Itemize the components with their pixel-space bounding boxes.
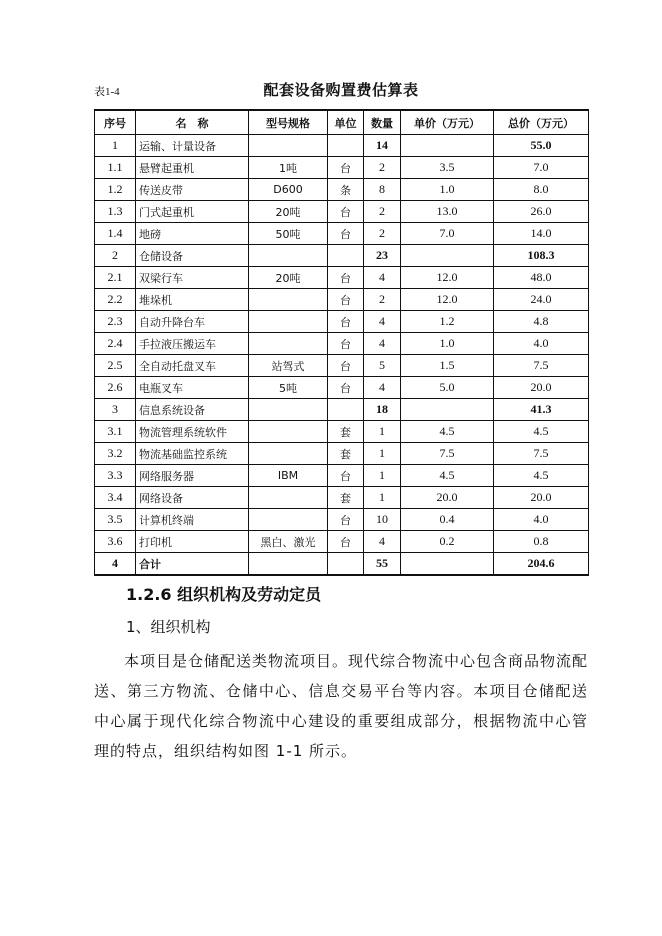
- cell-unit: 台: [328, 377, 364, 399]
- cell-price: 0.4: [401, 509, 494, 531]
- cell-total: 20.0: [494, 487, 589, 509]
- cell-qty: 2: [364, 223, 401, 245]
- cell-total: 4.0: [494, 509, 589, 531]
- cell-price: 12.0: [401, 289, 494, 311]
- cell-no: 1.1: [95, 157, 136, 179]
- cell-price: [401, 399, 494, 421]
- cell-qty: 18: [364, 399, 401, 421]
- cell-price: 7.5: [401, 443, 494, 465]
- cell-no: 2.5: [95, 355, 136, 377]
- cell-name: 自动升降台车: [136, 311, 249, 333]
- cell-unit: 条: [328, 179, 364, 201]
- cell-spec: [249, 553, 328, 576]
- cell-name: 网络设备: [136, 487, 249, 509]
- cell-qty: 4: [364, 267, 401, 289]
- cell-name: 地磅: [136, 223, 249, 245]
- body-paragraph: 本项目是仓储配送类物流项目。现代综合物流中心包含商品物流配送、第三方物流、仓储中心、信息交易平台等内容。本项目仓储配送中心属于现代化综合物流中心建设的重要组成部分，根据物流中心管理的特点，组织结构如图 1-1 所示。: [94, 652, 589, 760]
- cell-unit: [328, 245, 364, 267]
- cell-qty: 14: [364, 135, 401, 157]
- table-header-row: [95, 110, 589, 135]
- cell-price: 4.5: [401, 421, 494, 443]
- cell-price: 1.5: [401, 355, 494, 377]
- cell-no: 1.2: [95, 179, 136, 201]
- cell-spec: [249, 443, 328, 465]
- cell-no: 3: [95, 399, 136, 421]
- cell-qty: 55: [364, 553, 401, 576]
- cell-unit: 套: [328, 421, 364, 443]
- table-row: [95, 267, 589, 289]
- cell-no: 3.1: [95, 421, 136, 443]
- cell-price: [401, 135, 494, 157]
- cell-spec: [249, 245, 328, 267]
- cell-spec: [249, 333, 328, 355]
- cell-spec: [249, 399, 328, 421]
- cell-price: [401, 245, 494, 267]
- header-cell: 单位: [328, 110, 364, 135]
- cell-unit: 台: [328, 465, 364, 487]
- cell-qty: 23: [364, 245, 401, 267]
- cell-unit: 台: [328, 333, 364, 355]
- cell-price: 0.2: [401, 531, 494, 553]
- cell-price: 5.0: [401, 377, 494, 399]
- cell-qty: 2: [364, 157, 401, 179]
- cell-total: 41.3: [494, 399, 589, 421]
- header-cell: 数量: [364, 110, 401, 135]
- cell-spec: 5吨: [249, 377, 328, 399]
- cell-total: 24.0: [494, 289, 589, 311]
- cell-no: 1.4: [95, 223, 136, 245]
- cell-name: 网络服务器: [136, 465, 249, 487]
- cell-no: 2: [95, 245, 136, 267]
- cell-spec: D600: [249, 179, 328, 201]
- cell-unit: 台: [328, 223, 364, 245]
- cell-no: 3.4: [95, 487, 136, 509]
- cell-unit: 台: [328, 311, 364, 333]
- table-row: [95, 179, 589, 201]
- table-row: [95, 487, 589, 509]
- cell-name: 计算机终端: [136, 509, 249, 531]
- cell-no: 2.6: [95, 377, 136, 399]
- cell-price: 1.0: [401, 179, 494, 201]
- cell-no: 3.2: [95, 443, 136, 465]
- cell-total: 8.0: [494, 179, 589, 201]
- cell-spec: 20吨: [249, 201, 328, 223]
- header-cell: 总价（万元）: [494, 110, 589, 135]
- table-row: [95, 289, 589, 311]
- cell-name: 打印机: [136, 531, 249, 553]
- cell-no: 1.3: [95, 201, 136, 223]
- cell-price: 20.0: [401, 487, 494, 509]
- subsection-heading: 1、组织机构: [126, 618, 211, 636]
- cell-qty: 4: [364, 531, 401, 553]
- cell-total: 4.8: [494, 311, 589, 333]
- cell-spec: 20吨: [249, 267, 328, 289]
- cell-spec: 50吨: [249, 223, 328, 245]
- cell-no: 2.1: [95, 267, 136, 289]
- cell-total: 4.5: [494, 465, 589, 487]
- cell-total: 0.8: [494, 531, 589, 553]
- cell-price: 1.2: [401, 311, 494, 333]
- cell-qty: 8: [364, 179, 401, 201]
- cell-price: 3.5: [401, 157, 494, 179]
- table-row: [95, 157, 589, 179]
- cell-total: 14.0: [494, 223, 589, 245]
- cell-spec: [249, 311, 328, 333]
- cell-spec: 1吨: [249, 157, 328, 179]
- table-row: [95, 509, 589, 531]
- cell-unit: 台: [328, 531, 364, 553]
- cell-name: 传送皮带: [136, 179, 249, 201]
- cell-total: 20.0: [494, 377, 589, 399]
- cell-qty: 1: [364, 487, 401, 509]
- table-row: [95, 399, 589, 421]
- cell-no: 3.6: [95, 531, 136, 553]
- cell-spec: [249, 487, 328, 509]
- cell-no: 2.2: [95, 289, 136, 311]
- table-number-label: 表1-4: [94, 86, 120, 98]
- cell-name: 双梁行车: [136, 267, 249, 289]
- cell-name: 物流管理系统软件: [136, 421, 249, 443]
- cell-name: 运输、计量设备: [136, 135, 249, 157]
- cell-name: 物流基础监控系统: [136, 443, 249, 465]
- cell-unit: [328, 399, 364, 421]
- header-cell: 序号: [95, 110, 136, 135]
- cell-spec: [249, 289, 328, 311]
- header-cell: 名 称: [136, 110, 249, 135]
- cell-name: 信息系统设备: [136, 399, 249, 421]
- table-body: [95, 135, 589, 576]
- cell-name: 全自动托盘叉车: [136, 355, 249, 377]
- table-row: [95, 465, 589, 487]
- cell-unit: 台: [328, 289, 364, 311]
- table-caption: [94, 79, 588, 101]
- table-row: [95, 201, 589, 223]
- cell-spec: [249, 135, 328, 157]
- cell-name: 悬臂起重机: [136, 157, 249, 179]
- cell-no: 1: [95, 135, 136, 157]
- table-row: [95, 443, 589, 465]
- cell-price: 7.0: [401, 223, 494, 245]
- cell-name: 门式起重机: [136, 201, 249, 223]
- header-cell: 单价（万元）: [401, 110, 494, 135]
- cell-unit: 套: [328, 487, 364, 509]
- cell-total: 4.0: [494, 333, 589, 355]
- cell-no: 2.3: [95, 311, 136, 333]
- cell-total: 7.5: [494, 355, 589, 377]
- table-row: [95, 223, 589, 245]
- cell-price: 13.0: [401, 201, 494, 223]
- table-row: [95, 245, 589, 267]
- cell-total: 204.6: [494, 553, 589, 576]
- cell-total: 55.0: [494, 135, 589, 157]
- equipment-cost-table: [94, 109, 589, 576]
- table-row: [95, 355, 589, 377]
- cell-spec: 黑白、激光: [249, 531, 328, 553]
- cell-qty: 5: [364, 355, 401, 377]
- cell-name: 合计: [136, 553, 249, 576]
- cell-qty: 4: [364, 377, 401, 399]
- table-row: [95, 421, 589, 443]
- cell-unit: 台: [328, 201, 364, 223]
- cell-total: 48.0: [494, 267, 589, 289]
- cell-no: 4: [95, 553, 136, 576]
- cell-total: 4.5: [494, 421, 589, 443]
- cell-qty: 1: [364, 465, 401, 487]
- cell-unit: [328, 553, 364, 576]
- cell-qty: 1: [364, 421, 401, 443]
- cell-qty: 4: [364, 333, 401, 355]
- cell-name: 电瓶叉车: [136, 377, 249, 399]
- header-cell: 型号规格: [249, 110, 328, 135]
- cell-total: 7.0: [494, 157, 589, 179]
- cell-name: 手拉液压搬运车: [136, 333, 249, 355]
- cell-spec: [249, 421, 328, 443]
- section-heading: 1.2.6 组织机构及劳动定员: [126, 585, 322, 604]
- cell-unit: 台: [328, 267, 364, 289]
- cell-no: 2.4: [95, 333, 136, 355]
- cell-spec: [249, 509, 328, 531]
- table-row: [95, 333, 589, 355]
- table-row: [95, 311, 589, 333]
- table-row: [95, 377, 589, 399]
- cell-qty: 2: [364, 201, 401, 223]
- cell-qty: 10: [364, 509, 401, 531]
- cell-unit: 套: [328, 443, 364, 465]
- table-title: 配套设备购置费估算表: [263, 81, 419, 99]
- cell-spec: IBM: [249, 465, 328, 487]
- cell-price: 1.0: [401, 333, 494, 355]
- table-row: [95, 135, 589, 157]
- table-row: [95, 531, 589, 553]
- cell-qty: 2: [364, 289, 401, 311]
- cell-price: [401, 553, 494, 576]
- table-row: [95, 553, 589, 576]
- cell-price: 12.0: [401, 267, 494, 289]
- cell-spec: 站驾式: [249, 355, 328, 377]
- cell-name: 堆垛机: [136, 289, 249, 311]
- cell-price: 4.5: [401, 465, 494, 487]
- cell-unit: [328, 135, 364, 157]
- cell-name: 仓储设备: [136, 245, 249, 267]
- cell-no: 3.5: [95, 509, 136, 531]
- cell-unit: 台: [328, 355, 364, 377]
- cell-qty: 1: [364, 443, 401, 465]
- cell-unit: 台: [328, 509, 364, 531]
- cell-qty: 4: [364, 311, 401, 333]
- cell-total: 26.0: [494, 201, 589, 223]
- cell-total: 108.3: [494, 245, 589, 267]
- cell-unit: 台: [328, 157, 364, 179]
- cell-no: 3.3: [95, 465, 136, 487]
- cell-total: 7.5: [494, 443, 589, 465]
